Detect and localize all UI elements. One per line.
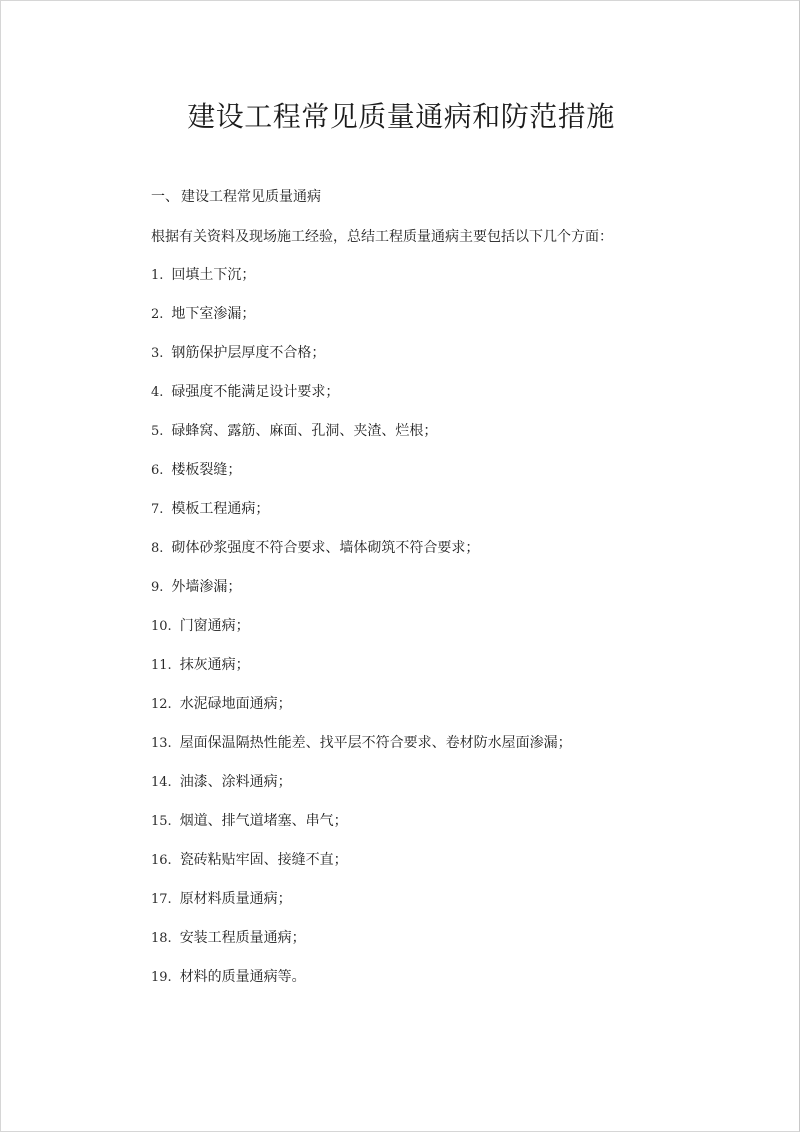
item-text: 地下室渗漏； [171,306,256,322]
list-item [151,926,572,965]
list-item [151,731,572,770]
item-number: 4. [151,385,164,400]
list-item [151,653,572,692]
item-text: 瓷砖粘贴牢固、接缝不直； [179,852,348,868]
section-number: 一、 [151,189,179,205]
item-text: 楼板裂缝； [171,462,242,478]
item-number: 18. [151,931,172,946]
item-text: 材料的质量通病等。 [179,969,306,985]
list-item [151,536,572,575]
list-item [151,770,572,809]
item-number: 17. [151,892,172,907]
list-item [151,848,572,887]
list-item [151,263,572,302]
item-text: 水泥碌地面通病； [179,696,292,712]
item-number: 3. [151,346,164,361]
list-item [151,458,572,497]
item-number: 19. [151,970,172,985]
item-number: 10. [151,619,172,634]
list-item [151,614,572,653]
item-text: 烟道、排气道堵塞、串气； [179,813,348,829]
item-number: 14. [151,775,172,790]
list-item [151,419,572,458]
section-heading [151,185,321,209]
item-number: 13. [151,736,172,751]
item-number: 16. [151,853,172,868]
item-text: 回填土下沉； [171,267,256,283]
item-text: 砌体砂浆强度不符合要求、墙体砌筑不符合要求； [171,540,480,556]
item-number: 6. [151,463,164,478]
item-number: 15. [151,814,172,829]
item-number: 7. [151,502,164,517]
list-item [151,380,572,419]
item-text: 钢筋保护层厚度不合格； [171,345,326,361]
item-number: 2. [151,307,164,322]
item-number: 12. [151,697,172,712]
list-item [151,965,572,1004]
item-text: 门窗通病； [179,618,250,634]
list-item [151,575,572,614]
item-text: 安装工程质量通病； [179,930,306,946]
item-text: 原材料质量通病； [179,891,292,907]
item-text: 外墙渗漏； [171,579,242,595]
item-text: 模板工程通病； [171,501,270,517]
document-title: 建设工程常见质量通病和防范措施 [187,100,615,133]
item-text: 油漆、涂料通病； [179,774,292,790]
item-text: 抹灰通病； [179,657,250,673]
list-item [151,809,572,848]
item-text: 屋面保温隔热性能差、找平层不符合要求、卷材防水屋面渗漏； [179,735,572,751]
item-text: 碌强度不能满足设计要求； [171,384,340,400]
list-item [151,497,572,536]
intro-paragraph: 根据有关资料及现场施工经验，总结工程质量通病主要包括以下几个方面： [151,229,613,245]
section-heading-text: 建设工程常见质量通病 [181,189,321,205]
item-number: 1. [151,268,164,283]
item-text: 碌蜂窝、露筋、麻面、孔洞、夹渣、烂根； [171,423,438,439]
defect-list [151,263,572,1004]
list-item [151,302,572,341]
list-item [151,692,572,731]
list-item [151,887,572,926]
item-number: 5. [151,424,164,439]
item-number: 8. [151,541,164,556]
list-item [151,341,572,380]
item-number: 9. [151,580,164,595]
item-number: 11. [151,658,172,673]
